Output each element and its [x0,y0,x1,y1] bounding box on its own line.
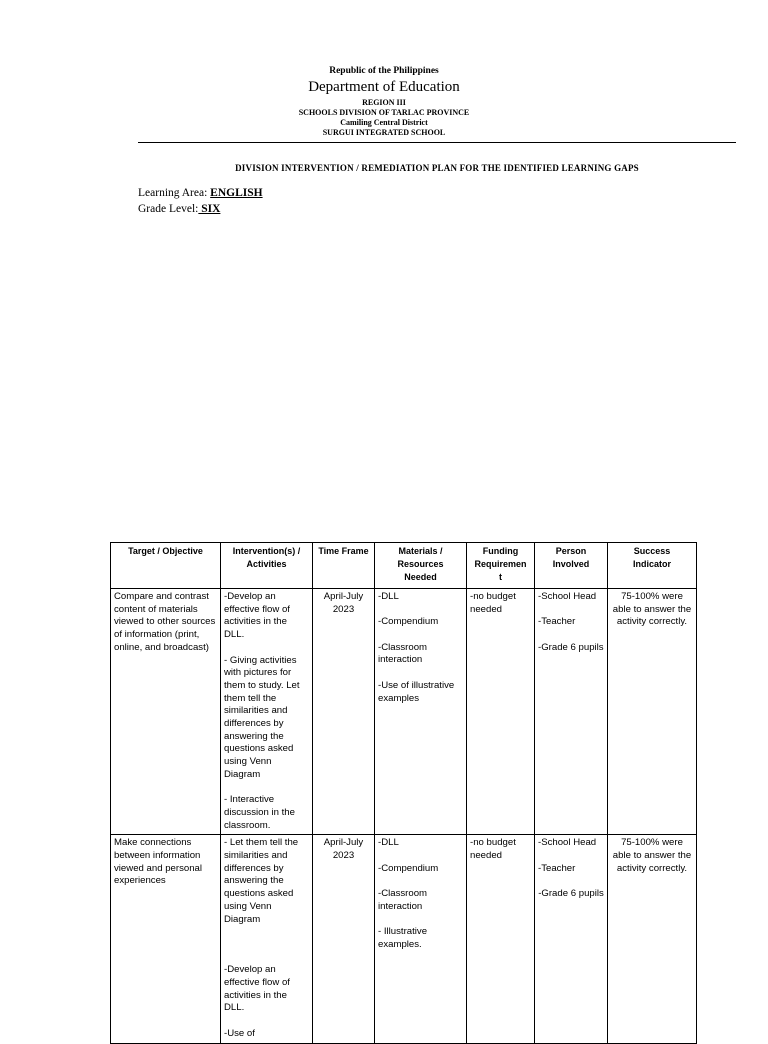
cell-funding: -no budget needed [467,589,535,835]
learning-area-value: ENGLISH [210,187,263,199]
table-row [111,835,697,1043]
cell-materials: -DLL -Compendium -Classroom interaction -Use of illustrative examples [375,589,467,835]
grade-level-label: Grade Level: [138,203,199,215]
cell-interventions: - Let them tell the similarities and differences by answering the questions asked using Venn Diagram -Develop an effective flow of activities in the DLL. -Use of [221,835,313,1043]
table-header-row [111,543,697,589]
cell-time-frame: April-July 2023 [313,589,375,835]
table-row [111,589,697,835]
header-success: Success Indicator [608,543,697,589]
header-persons: Person Involved [535,543,608,589]
cell-funding: -no budget needed [467,835,535,1043]
cell-target: Compare and contrast content of materials viewed to other sources of information (print, online, and broadcast) [111,589,221,835]
cell-target: Make connections between information viewed and personal experiences [111,835,221,1043]
learning-area [138,187,263,199]
cell-success: 75-100% were able to answer the activity correctly. [608,589,697,835]
grade-level [138,203,220,215]
region-line: REGION III [362,98,406,107]
division-line: SCHOOLS DIVISION OF TARLAC PROVINCE [298,108,470,117]
header-funding: Funding Requiremen t [467,543,535,589]
document-header [0,66,768,138]
grade-level-value: SIX [198,203,221,215]
plan-title: DIVISION INTERVENTION / REMEDIATION PLAN FOR THE IDENTIFIED LEARNING GAPS [235,163,639,173]
department-title: Department of Education [308,79,460,95]
district-line: Camiling Central District [340,118,428,127]
cell-persons: -School Head -Teacher -Grade 6 pupils [535,589,608,835]
header-target: Target / Objective [111,543,221,589]
learning-area-label: Learning Area: [138,187,211,199]
header-time-frame: Time Frame [313,543,375,589]
intervention-plan-table [110,542,697,1044]
cell-materials: -DLL -Compendium -Classroom interaction - Illustrative examples. [375,835,467,1043]
cell-interventions: -Develop an effective flow of activities in the DLL. - Giving activities with pictures for them to study. Let them tell the similarities and differences by answering the questions asked using Venn Diagram - Interactive discussion in the classroom. [221,589,313,835]
republic-line: Republic of the Philippines [329,66,439,76]
cell-time-frame: April-July 2023 [313,835,375,1043]
header-materials: Materials / Resources Needed [375,543,467,589]
cell-success: 75-100% were able to answer the activity correctly. [608,835,697,1043]
header-interventions: Intervention(s) / Activities [221,543,313,589]
school-line: SURGUI INTEGRATED SCHOOL [322,128,446,137]
cell-persons: -School Head -Teacher -Grade 6 pupils [535,835,608,1043]
header-divider [138,142,736,143]
